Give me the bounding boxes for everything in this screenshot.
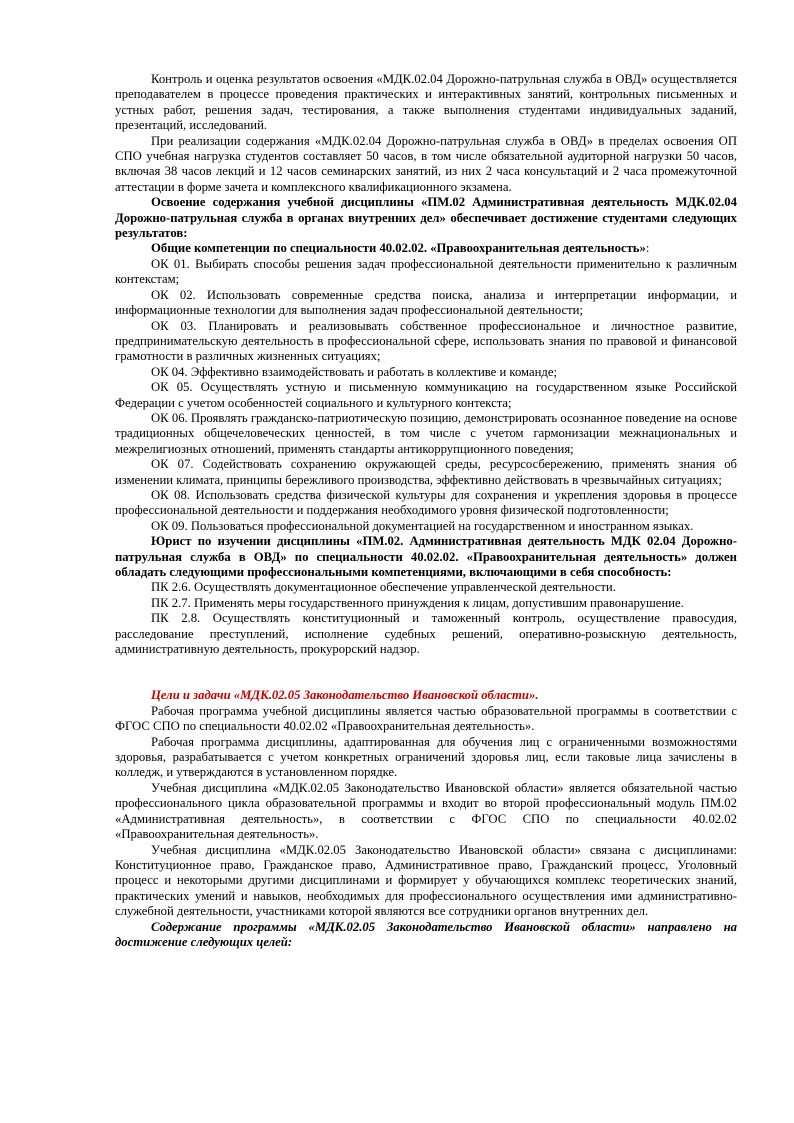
competency-ok-06: ОК 06. Проявлять гражданско-патриотическую позицию, демонстрировать осознанное поведение на основе традиционных общечеловеческих ценностей, в том числе с учетом гармонизации межнациональных и межрелигиозных отношений, применять стандарты антикоррупционного поведения; (115, 410, 737, 456)
professional-competencies-heading: Юрист по изучении дисциплины «ПМ.02. Административная деятельность МДК 02.04 Дорожно-патрульная служба в ОВД» по специальности 40.02.02. «Правоохранительная деятельность» должен обладать следующими профессиональными компетенциями, включающими в себя способность: (115, 534, 737, 579)
competency-pk-2-8: ПК 2.8. Осуществлять конституционный и таможенный контроль, осуществление правосудия, расследование преступлений, исполнение судебных решений, оперативно-розыскную деятельность, административную деятельность, прокурорский надзор. (115, 611, 737, 657)
competency-ok-08: ОК 08. Использовать средства физической культуры для сохранения и укрепления здоровья в процессе профессиональной деятельности и поддержания необходимого уровня физической подготовленности; (115, 487, 737, 518)
paragraph-control-assessment: Контроль и оценка результатов освоения «МДК.02.04 Дорожно-патрульная служба в ОВД» осуществляется преподавателем в процессе проведения практических и интерактивных занятий, контрольных письменных и устных работ, решения задач, тестирования, а также выполнения студентами индивидуальных заданий, презентаций, исследований. (115, 72, 737, 133)
paragraph-learning-outcomes-intro: Освоение содержания учебной дисциплины «ПМ.02 Административная деятельность МДК.02.04 Дорожно-патрульная служба в органах внутренних дел» обеспечивает достижение студентами следующих результатов: (115, 195, 737, 241)
competency-ok-04: ОК 04. Эффективно взаимодействовать и работать в коллективе и команде; (151, 364, 558, 379)
paragraph-program-part: Рабочая программа учебной дисциплины является частью образовательной программы в соответствии с ФГОС СПО по специальности 40.02.02 «Правоохранительная деятельность». (115, 703, 737, 734)
paragraph-mandatory-part: Учебная дисциплина «МДК.02.05 Законодательство Ивановской области» является обязательной частью профессионального цикла образовательной программы и входит во второй профессиональный модуль ПМ.02 «Административная деятельность», в соответствии с ФГОС СПО по специальности 40.02.02 «Правоохранительная деятельность». (115, 780, 737, 842)
paragraph-related-disciplines: Учебная дисциплина «МДК.02.05 Законодательство Ивановской области» связана с дисциплинами: Конституционное право, Гражданское право, Административное право, Гражданский процесс, Уголовный процесс и некоторыми другими дисциплинами и формирует у обучающихся комплекс теоретических знаний, практических умений и навыков, необходимых для профессионального осуществления ими административно-служебной деятельности, участниками которой являются все сотрудники органов внутренних дел. (115, 842, 737, 919)
paragraph-adapted-program: Рабочая программа дисциплины, адаптированная для обучения лиц с ограниченными возможностями здоровья, разрабатывается с учетом конкретных ограничений здоровья лиц, если таковые лица зачислены в колледж, и утверждаются в установленном порядке. (115, 734, 737, 780)
general-competencies-heading-text: Общие компетенции по специальности 40.02.02. «Правоохранительная деятельность» (151, 241, 646, 256)
paragraph-program-goals-intro: Содержание программы «МДК.02.05 Законодательство Ивановской области» направлено на достижение следующих целей: (115, 919, 737, 949)
competency-ok-02: ОК 02. Использовать современные средства поиска, анализа и интерпретации информации, и информационные технологии для выполнения задач профессиональной деятельности; (115, 287, 737, 318)
competency-ok-07: ОК 07. Содействовать сохранению окружающей среды, ресурсосбережению, применять знания об изменении климата, принципы бережливого производства, эффективно действовать в чрезвычайных ситуациях; (115, 457, 737, 487)
competency-ok-09: ОК 09. Пользоваться профессиональной документацией на государственном и иностранном языках. (151, 518, 694, 533)
competency-ok-01: ОК 01. Выбирать способы решения задач профессиональной деятельности применительно к различным контекстам; (115, 256, 737, 287)
general-competencies-heading (115, 241, 737, 256)
paragraph-study-load: При реализации содержания «МДК.02.04 Дорожно-патрульная служба в ОВД» в пределах освоения ОП СПО учебная нагрузка студентов составляет 50 часов, в том числе обязательной аудиторной нагрузки 50 часов, включая 38 часов лекций и 12 часов семинарских занятий, из них 2 часа консультаций и 2 часа промежуточной аттестации в форме зачета и комплексного квалификационного экзамена. (115, 133, 737, 194)
competency-ok-03: ОК 03. Планировать и реализовывать собственное профессиональное и личностное развитие, предпринимательскую деятельность в профессиональной сфере, использовать знания по правовой и финансовой грамотности в различных жизненных ситуациях; (115, 318, 737, 364)
competency-ok-05: ОК 05. Осуществлять устную и письменную коммуникацию на государственном языке Российской Федерации с учетом особенностей социального и культурного контекста; (115, 380, 737, 410)
competency-pk-2-7: ПК 2.7. Применять меры государственного принуждения к лицам, допустившим правонарушение. (151, 595, 684, 610)
section-spacer (115, 657, 737, 688)
competency-pk-2-6: ПК 2.6. Осуществлять документационное обеспечение управленческой деятельности. (151, 580, 616, 595)
general-competencies-heading-suffix: : (645, 241, 650, 256)
section-heading-goals: Цели и задачи «МДК.02.05 Законодательство Ивановской области». (151, 688, 539, 703)
